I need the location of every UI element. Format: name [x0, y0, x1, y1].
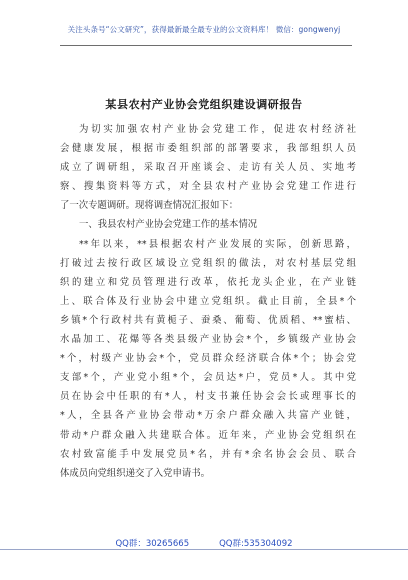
body-line: 为切实加强农村产业协会党建工作，促进农村经济社	[79, 124, 356, 135]
body-line: 体成员向党组织递交了入党申请书。	[60, 467, 211, 479]
header-divider	[60, 45, 352, 46]
body-line: 织的建立和党员管理进行改革，依托龙头企业，在产业链	[60, 276, 356, 288]
body-line: 农村致富能手中发展党员*名，并有*余名协会会员、联合	[60, 448, 356, 460]
header-note: 关注头条号“公文研究”，获得最新最全最专业的公文资料库！ 微信：gongwenyj	[67, 25, 341, 34]
footer-contact	[0, 537, 408, 549]
body-line: 支部*个，产业党小组*个，会员达*户，党员*人。其中党	[60, 372, 356, 384]
body-line: 乡镇*个行政村共有黄栀子、蚕桑、葡萄、优质稻、**蜜桔、	[60, 314, 356, 326]
body-line: 水晶加工、花爆等各类县级产业协会*个，乡镇级产业协会	[60, 334, 356, 346]
body-line: 带动*户群众融入共建联合体。近年来，产业协会党组织在	[60, 429, 356, 441]
footer-divider	[0, 549, 408, 550]
body-line: 打破过去按行政区域设立党组织的做法，对农村基层党组	[60, 257, 356, 269]
body-line: 察、搜集资料等方式，对全县农村产业协会党建工作进行	[60, 181, 356, 193]
body-line: 了一次专题调研。现将调查情况汇报如下：	[60, 200, 239, 212]
body-line: 上、联合体及行业协会中建立党组织。截止目前，全县*个	[60, 295, 356, 307]
footer-qq-group-2: QQ群:535304092	[219, 539, 293, 549]
body-line: 会健康发展，根据市委组织部的部署要求，我部组织人员	[60, 143, 356, 155]
document-title: 某县农村产业协会党组织建设调研报告	[105, 98, 303, 111]
document-body	[60, 120, 356, 483]
section-heading: 一、我县农村产业协会党建工作的基本情况	[79, 219, 258, 231]
body-line: *个，村级产业协会*个，党员群众经济联合体*个；协会党	[60, 353, 356, 365]
body-line: **年以来，**县根据农村产业发展的实际，创新思路，	[79, 238, 356, 250]
body-line: *人，全县各产业协会带动*万余户群众融入共富产业链，	[60, 410, 356, 422]
footer-qq-group-1: QQ群：30265665	[115, 539, 190, 549]
body-line: 员在协会中任职的有*人，村支书兼任协会会长或理事长的	[60, 391, 356, 403]
body-line: 成立了调研组，采取召开座谈会、走访有关人员、实地考	[60, 162, 356, 174]
